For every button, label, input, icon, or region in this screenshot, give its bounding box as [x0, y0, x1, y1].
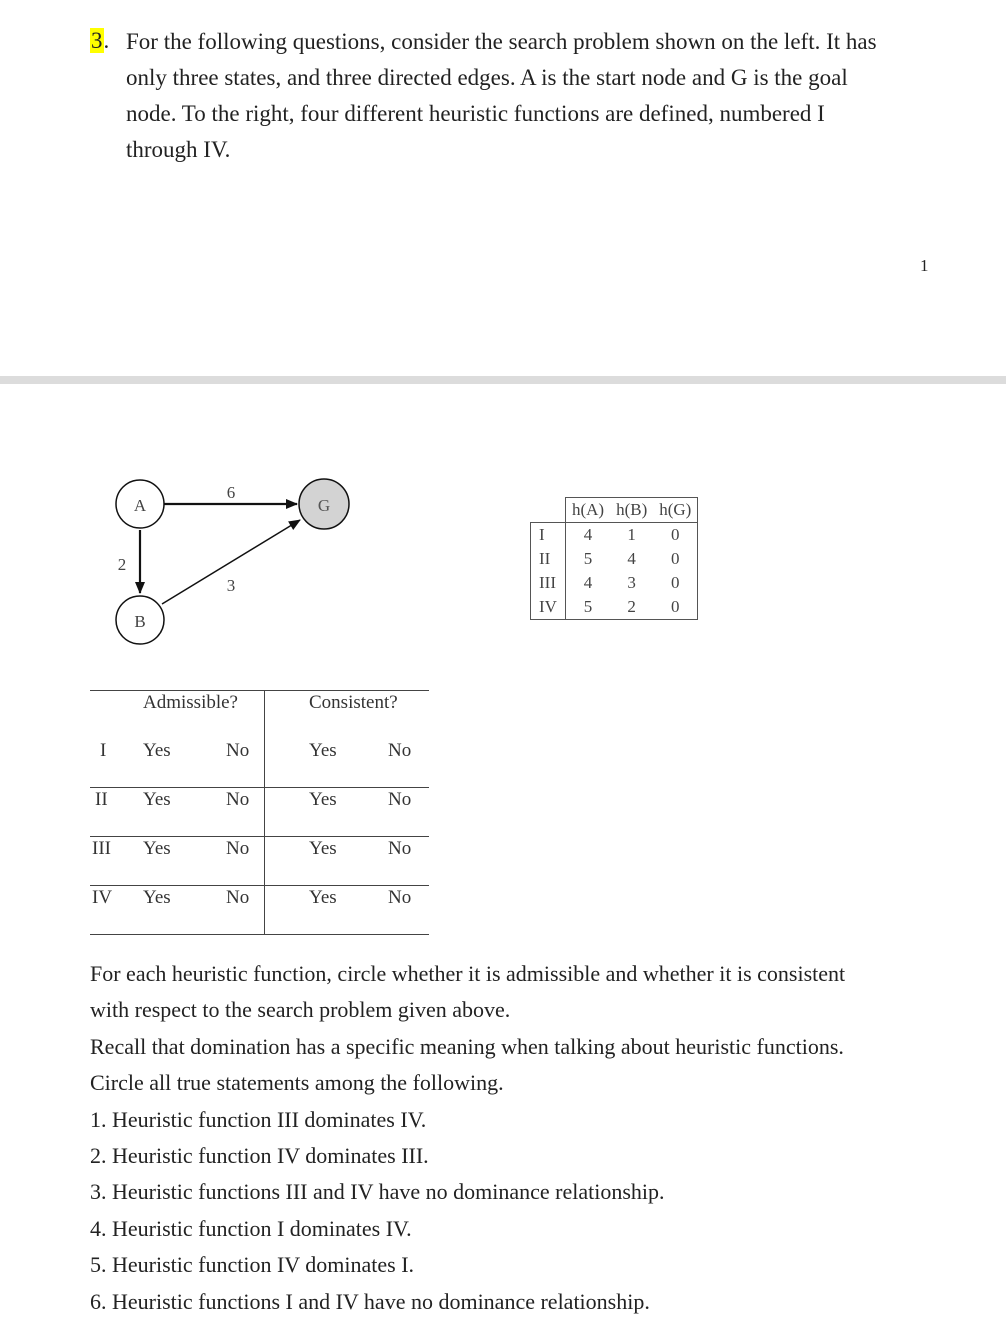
page-divider — [0, 376, 1006, 384]
page-number: 1 — [920, 256, 929, 275]
answer-row-name: IV — [92, 887, 113, 908]
header-h-b: h(B) — [610, 498, 653, 523]
node-a-label: A — [133, 496, 147, 515]
answer-table — [90, 690, 429, 935]
consistent-yes-option[interactable]: Yes — [309, 740, 337, 761]
table-rule — [90, 836, 429, 837]
intro-line: through IV. — [126, 137, 231, 162]
table-rule — [90, 934, 429, 935]
consistent-yes-option[interactable]: Yes — [309, 887, 337, 908]
heuristic-name: III — [531, 571, 566, 595]
intro-line: For the following questions, consider the search problem shown on the left. It has — [126, 29, 877, 54]
heuristic-row — [531, 571, 698, 595]
statement-option[interactable]: 2. Heuristic function IV dominates III. — [90, 1143, 429, 1169]
edge-b-to-g-weight: 3 — [226, 576, 236, 595]
statement-option[interactable]: 6. Heuristic functions I and IV have no dominance relationship. — [90, 1288, 650, 1314]
table-rule — [90, 690, 429, 691]
admissible-yes-option[interactable]: Yes — [143, 789, 171, 810]
heuristic-row — [531, 547, 698, 571]
edge-a-to-b-weight: 2 — [117, 555, 127, 574]
heuristic-value: 1 — [610, 523, 653, 548]
statement-option[interactable]: 1. Heuristic function III dominates IV. — [90, 1106, 427, 1132]
admissible-no-option[interactable]: No — [226, 740, 250, 761]
heuristic-value: 5 — [565, 595, 610, 620]
consistent-no-option[interactable]: No — [388, 887, 412, 908]
consistent-no-option[interactable]: No — [388, 740, 412, 761]
admissible-no-option[interactable]: No — [226, 838, 250, 859]
admissible-no-option[interactable]: No — [226, 887, 250, 908]
consistent-no-option[interactable]: No — [388, 789, 412, 810]
question-number: 3. — [91, 28, 110, 53]
statement-option[interactable]: 3. Heuristic functions III and IV have no dominance relationship. — [90, 1179, 665, 1205]
admissible-yes-option[interactable]: Yes — [143, 740, 171, 761]
edge-a-to-g-weight: 6 — [226, 483, 236, 502]
heuristics-table — [530, 497, 698, 620]
heuristic-value: 4 — [583, 573, 593, 592]
question-intro — [126, 24, 932, 168]
consistent-yes-option[interactable]: Yes — [309, 838, 337, 859]
consistent-yes-option[interactable]: Yes — [309, 789, 337, 810]
answer-row-name: III — [92, 838, 111, 859]
table-rule — [90, 787, 429, 788]
heuristic-value: 5 — [583, 549, 593, 568]
heuristic-value: 4 — [565, 523, 610, 548]
heuristic-value: 3 — [627, 573, 636, 592]
intro-line: node. To the right, four different heuristic functions are defined, numbered I — [126, 101, 825, 126]
instruction-line: For each heuristic function, circle whether it is admissible and whether it is consistent — [90, 961, 846, 986]
heuristics-header-row — [531, 498, 698, 523]
statement-option[interactable]: 5. Heuristic function IV dominates I. — [90, 1252, 415, 1278]
admissible-yes-option[interactable]: Yes — [143, 838, 171, 859]
node-b-label: B — [134, 612, 146, 631]
instruction-line: with respect to the search problem given above. — [90, 997, 511, 1023]
node-g-label: G — [317, 496, 331, 515]
heuristic-row — [531, 523, 698, 548]
heuristic-name: IV — [531, 595, 566, 620]
instruction-line: Recall that domination has a specific meaning when talking about heuristic functions. — [90, 1033, 844, 1059]
admissible-no-option[interactable]: No — [226, 789, 250, 810]
consistent-header: Consistent? — [309, 692, 398, 713]
heuristic-row — [531, 595, 698, 620]
consistent-no-option[interactable]: No — [388, 838, 412, 859]
heuristic-value: 0 — [653, 571, 698, 595]
answer-row-name: II — [95, 789, 108, 810]
heuristic-value: 2 — [610, 595, 653, 620]
heuristic-value: 4 — [627, 549, 636, 568]
instructions-block — [90, 956, 935, 1320]
table-divider — [264, 690, 265, 935]
search-graph — [0, 460, 460, 660]
answer-row-name: I — [100, 740, 107, 761]
heuristic-value: 0 — [653, 523, 698, 548]
heuristic-name: II — [531, 547, 566, 571]
instruction-line: Circle all true statements among the following. — [90, 1070, 504, 1096]
admissible-header: Admissible? — [143, 692, 238, 713]
admissible-yes-option[interactable]: Yes — [143, 887, 171, 908]
table-rule — [90, 885, 429, 886]
heuristic-value: 0 — [653, 595, 698, 620]
heuristic-value: 0 — [653, 547, 698, 571]
heuristic-name: I — [531, 523, 566, 548]
header-h-a: h(A) — [565, 498, 610, 523]
header-h-g: h(G) — [653, 498, 698, 523]
statement-option[interactable]: 4. Heuristic function I dominates IV. — [90, 1215, 412, 1241]
intro-line: only three states, and three directed edges. A is the start node and G is the goal — [126, 65, 848, 90]
